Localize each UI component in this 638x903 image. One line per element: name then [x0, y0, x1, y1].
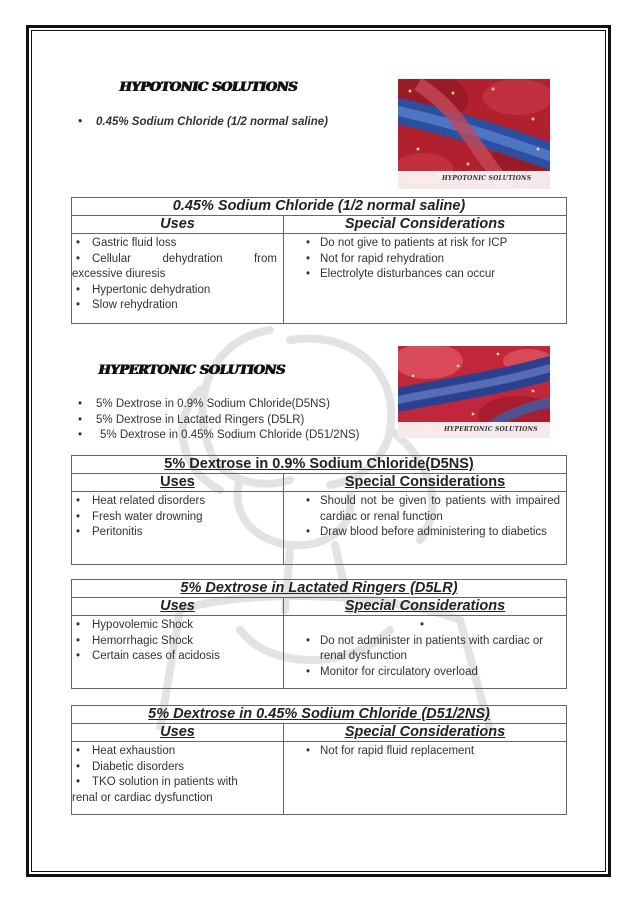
table-d5ns	[71, 455, 567, 565]
uses-cell	[72, 616, 284, 689]
list-item: • Diabetic disorders	[72, 760, 283, 776]
list-item: • Certain cases of acidosis	[72, 649, 283, 665]
list-item: • Should not be given to patients with impaired cardiac or renal function	[284, 494, 566, 525]
column-header-considerations: Special Considerations	[284, 216, 567, 234]
column-header-uses: Uses	[72, 724, 284, 742]
list-item: • Heat related disorders	[72, 494, 283, 510]
list-item-continuation: excessive diuresis	[72, 268, 166, 280]
uses-cell	[72, 492, 284, 565]
considerations-cell	[284, 616, 567, 689]
list-item: • 0.45% Sodium Chloride (1/2 normal saline)	[74, 115, 328, 131]
considerations-cell	[284, 742, 567, 815]
list-item: • Peritonitis	[72, 525, 283, 541]
considerations-cell	[284, 234, 567, 324]
table-title: 5% Dextrose in 0.45% Sodium Chloride (D51/2NS)	[72, 706, 567, 724]
uses-cell	[72, 234, 284, 324]
uses-cell	[72, 742, 284, 815]
list-item: • Electrolyte disturbances can occur	[284, 267, 566, 283]
blood-vessel-illustration-hypertonic	[398, 346, 550, 438]
list-item: • Gastric fluid loss	[72, 236, 283, 252]
list-item: • Not for rapid rehydration	[284, 252, 566, 268]
list-item: • Monitor for circulatory overload	[284, 665, 566, 681]
column-header-uses: Uses	[72, 216, 284, 234]
list-item: • Slow rehydration	[72, 298, 283, 314]
list-item-continuation: renal or cardiac dysfunction	[72, 791, 213, 804]
hypertonic-heading: HYPERTONIC SOLUTIONS	[98, 363, 285, 378]
list-item: • Hemorrhagic Shock	[72, 634, 283, 650]
empty-bullet: •	[419, 619, 425, 631]
hypertonic-bullet-list	[74, 397, 360, 444]
hypotonic-heading: HYPOTONIC SOLUTIONS	[119, 80, 297, 95]
column-header-considerations: Special Considerations	[284, 724, 567, 742]
table-title: 5% Dextrose in 0.9% Sodium Chloride(D5NS)	[72, 456, 567, 474]
considerations-cell	[284, 492, 567, 565]
hypotonic-bullet-list	[74, 115, 328, 131]
table-title: 5% Dextrose in Lactated Ringers (D5LR)	[72, 580, 567, 598]
table-d5lr	[71, 579, 567, 689]
image-caption: HYPERTONIC SOLUTIONS	[444, 426, 538, 433]
column-header-considerations: Special Considerations	[284, 598, 567, 616]
table-half-normal-saline	[71, 197, 567, 324]
table-title: 0.45% Sodium Chloride (1/2 normal saline)	[72, 198, 567, 216]
list-item: • Heat exhaustion	[72, 744, 283, 760]
list-item: • Do not give to patients at risk for ICP	[284, 236, 566, 252]
list-item: • 5% Dextrose in 0.45% Sodium Chloride (D51/2NS)	[74, 428, 360, 444]
image-caption: HYPOTONIC SOLUTIONS	[442, 175, 532, 182]
blood-vessel-illustration-hypotonic	[398, 79, 550, 189]
list-item: • Do not administer in patients with cardiac or renal dysfunction	[284, 634, 566, 665]
list-item: • Fresh water drowning	[72, 510, 283, 526]
list-item: • TKO solution in patients with	[72, 775, 283, 791]
column-header-considerations: Special Considerations	[284, 474, 567, 492]
list-item: • 5% Dextrose in 0.9% Sodium Chloride(D5NS)	[74, 397, 360, 413]
list-item: • 5% Dextrose in Lactated Ringers (D5LR)	[74, 413, 360, 429]
list-item: • Draw blood before administering to diabetics	[284, 525, 566, 541]
table-d5-half-ns	[71, 705, 567, 815]
list-item: • Not for rapid fluid replacement	[284, 744, 566, 760]
list-item: • Cellular dehydration from	[72, 252, 283, 268]
list-item: • Hypovolemic Shock	[72, 618, 283, 634]
list-item: • Hypertonic dehydration	[72, 283, 283, 299]
column-header-uses: Uses	[72, 598, 284, 616]
column-header-uses: Uses	[72, 474, 284, 492]
